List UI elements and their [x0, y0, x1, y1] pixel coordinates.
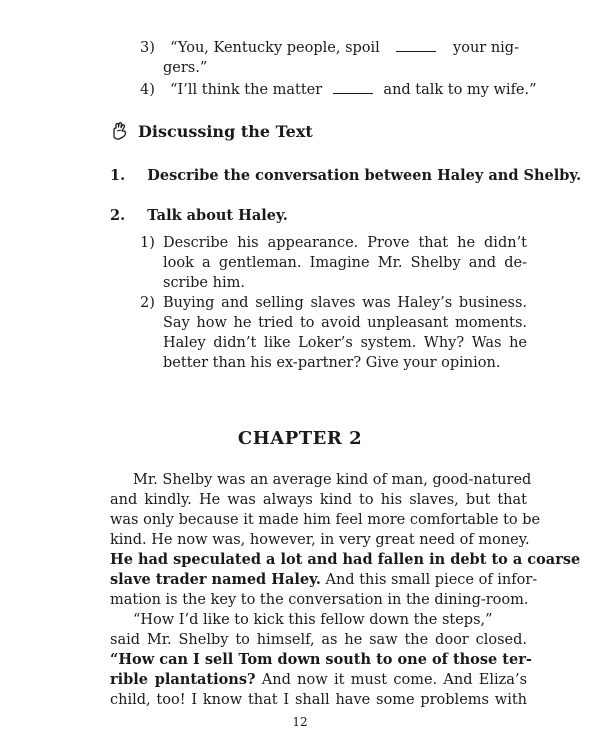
exercise-item-4: [140, 80, 537, 100]
subitem-2-line: Say how he tried to avoid unpleasant moments.: [163, 315, 527, 331]
exercise-item-3: [140, 38, 528, 58]
question-1: [110, 166, 581, 186]
plain-phrase: And now it must come. And Eliza’s: [255, 672, 528, 688]
fill-in-blank[interactable]: [333, 81, 373, 94]
paragraph-line: Mr. Shelby was an average kind of man, good-natured: [133, 472, 532, 488]
bold-phrase: rible plantations?: [110, 671, 256, 688]
question-number: 1.: [110, 167, 126, 184]
paragraph-line-bold: He had speculated a lot and had fallen in debt to a coarse: [110, 551, 581, 568]
chapter-title: CHAPTER 2: [237, 428, 363, 449]
paragraph-line: kind. He now was, however, in very great need of money.: [110, 532, 530, 548]
exercise-item-3-continued: gers.”: [163, 60, 208, 76]
paragraph-line: and kindly. He was always kind to his slaves, but that: [110, 492, 527, 508]
item-text: “I’ll think the matter: [170, 82, 323, 98]
subitem-number: 2): [140, 295, 155, 311]
paragraph-line-mixed: [110, 570, 538, 590]
paragraph-line: was only because it made him feel more comfortable to be: [110, 512, 541, 528]
paragraph-line: “How I’d like to kick this fellow down the steps,”: [133, 612, 493, 628]
fill-in-blank[interactable]: [396, 39, 436, 52]
question-number: 2.: [110, 207, 126, 224]
section-heading: Discussing the Text: [138, 122, 313, 141]
item-number: 3): [140, 40, 155, 56]
subitem-number: 1): [140, 235, 155, 251]
page-number: 12: [292, 715, 308, 729]
item-text: and talk to my wife.”: [383, 82, 537, 98]
subitem-2-line: Haley didn’t like Loker’s system. Why? Was he: [163, 335, 527, 351]
bold-phrase: slave trader named Haley.: [110, 571, 321, 588]
subitem-1-line: look a gentleman. Imagine Mr. Shelby and de-: [163, 255, 527, 271]
subitem-1-line: Describe his appearance. Prove that he didn’t: [163, 235, 527, 251]
question-2: [110, 206, 288, 226]
hand-writing-icon: [110, 121, 130, 141]
subitem-2-line: Buying and selling slaves was Haley’s business.: [163, 295, 527, 311]
item-text: your nig-: [453, 40, 519, 56]
paragraph-line: mation is the key to the conversation in the dining-room.: [110, 592, 529, 608]
item-number: 4): [140, 82, 155, 98]
paragraph-line: child, too! I know that I shall have some problems with: [110, 692, 527, 708]
item-text: “You, Kentucky people, spoil: [170, 40, 380, 56]
paragraph-line-bold: “How can I sell Tom down south to one of those ter-: [110, 651, 532, 668]
question-text: Talk about Haley.: [147, 207, 288, 224]
paragraph-line: said Mr. Shelby to himself, as he saw the door closed.: [110, 632, 527, 648]
plain-phrase: And this small piece of infor-: [320, 572, 538, 588]
subitem-2-line: better than his ex-partner? Give your opinion.: [163, 355, 501, 371]
paragraph-line-mixed: [110, 670, 527, 690]
subitem-1-line: scribe him.: [163, 275, 245, 291]
question-text: Describe the conversation between Haley and Shelby.: [147, 167, 582, 184]
